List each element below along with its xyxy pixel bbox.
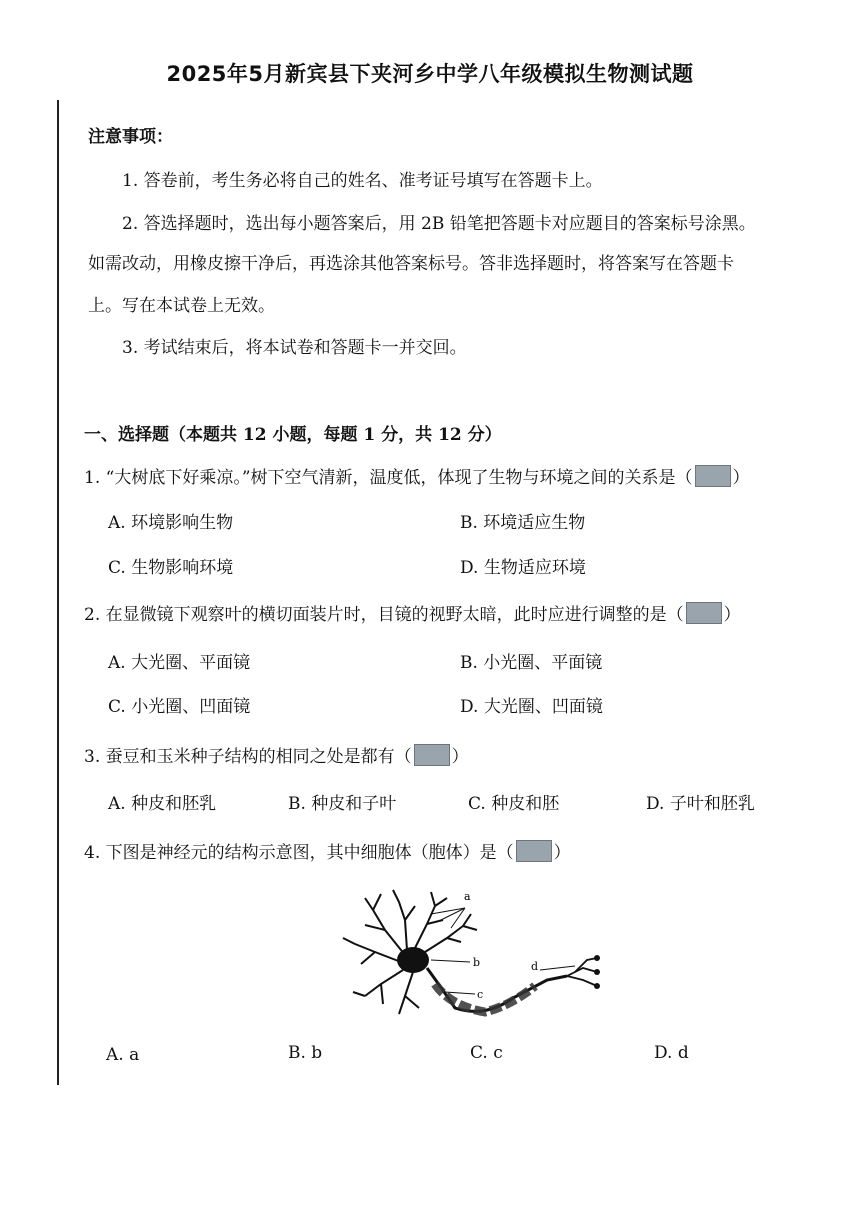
- answer-box[interactable]: [686, 602, 722, 624]
- answer-box[interactable]: [414, 744, 450, 766]
- stem-close: ）: [451, 747, 469, 767]
- stem-close: ）: [732, 468, 750, 488]
- question-stem-text: 3. 蚕豆和玉米种子结构的相同之处是都有（: [84, 747, 412, 767]
- q2-option-b[interactable]: B. 小光圈、平面镜: [460, 653, 603, 673]
- q4-option-b[interactable]: B. b: [288, 1043, 323, 1063]
- q2-option-d[interactable]: D. 大光圈、凹面镜: [460, 697, 603, 717]
- question-stem-text: 1. “大树底下好乘凉。”树下空气清新，温度低，体现了生物与环境之间的关系是（: [84, 468, 693, 488]
- section-heading: 一、选择题（本题共 12 小题，每题 1 分，共 12 分）: [84, 425, 502, 445]
- neuron-diagram: [335, 880, 615, 1030]
- q3-option-a[interactable]: A. 种皮和胚乳: [108, 794, 217, 814]
- q4-option-d[interactable]: D. d: [654, 1043, 689, 1063]
- q1-option-b[interactable]: B. 环境适应生物: [460, 513, 586, 533]
- stem-close: ）: [553, 843, 571, 863]
- notice-item-2-cont: 如需改动，用橡皮擦干净后，再选涂其他答案标号。答非选择题时，将答案写在答题卡: [88, 254, 734, 274]
- binding-margin-line: [57, 100, 59, 1085]
- question-2-stem: [84, 600, 741, 625]
- notice-heading: 注意事项：: [88, 127, 173, 147]
- figure-label-a: a: [464, 890, 471, 903]
- q1-option-d[interactable]: D. 生物适应环境: [460, 558, 586, 578]
- notice-item-3: 3. 考试结束后，将本试卷和答题卡一并交回。: [122, 338, 467, 358]
- q1-option-c[interactable]: C. 生物影响环境: [108, 558, 234, 578]
- axon-terminals: [567, 958, 597, 986]
- cell-body: [397, 947, 429, 973]
- notice-item-2-end: 上。写在本试卷上无效。: [88, 296, 275, 316]
- question-stem-text: 2. 在显微镜下观察叶的横切面装片时，目镜的视野太暗，此时应进行调整的是（: [84, 605, 684, 625]
- q3-option-b[interactable]: B. 种皮和子叶: [288, 794, 397, 814]
- myelin-sheath: [435, 984, 535, 1012]
- q3-option-d[interactable]: D. 子叶和胚乳: [646, 794, 755, 814]
- label-leader-lines: [431, 908, 575, 994]
- stem-close: ）: [723, 605, 741, 625]
- question-1-stem: [84, 463, 750, 488]
- question-stem-text: 4. 下图是神经元的结构示意图，其中细胞体（胞体）是（: [84, 843, 514, 863]
- q1-option-a[interactable]: A. 环境影响生物: [108, 513, 234, 533]
- q2-option-c[interactable]: C. 小光圈、凹面镜: [108, 697, 251, 717]
- q4-option-a[interactable]: A. a: [106, 1045, 140, 1065]
- q4-option-c[interactable]: C. c: [470, 1043, 503, 1063]
- answer-box[interactable]: [695, 465, 731, 487]
- q2-option-a[interactable]: A. 大光圈、平面镜: [108, 653, 251, 673]
- notice-item-1: 1. 答卷前，考生务必将自己的姓名、准考证号填写在答题卡上。: [122, 171, 603, 191]
- terminal-knobs: [594, 955, 600, 989]
- q3-option-c[interactable]: C. 种皮和胚: [468, 794, 560, 814]
- figure-label-c: c: [477, 988, 484, 1001]
- figure-label-b: b: [473, 956, 481, 969]
- question-4-stem: [84, 838, 571, 863]
- notice-item-2: 2. 答选择题时，选出每小题答案后，用 2B 铅笔把答题卡对应题目的答案标号涂黑。: [122, 214, 756, 234]
- question-3-stem: [84, 742, 469, 767]
- answer-box[interactable]: [516, 840, 552, 862]
- figure-label-d: d: [531, 960, 539, 973]
- page-title: 2025年5月新宾县下夹河乡中学八年级模拟生物测试题: [166, 62, 694, 86]
